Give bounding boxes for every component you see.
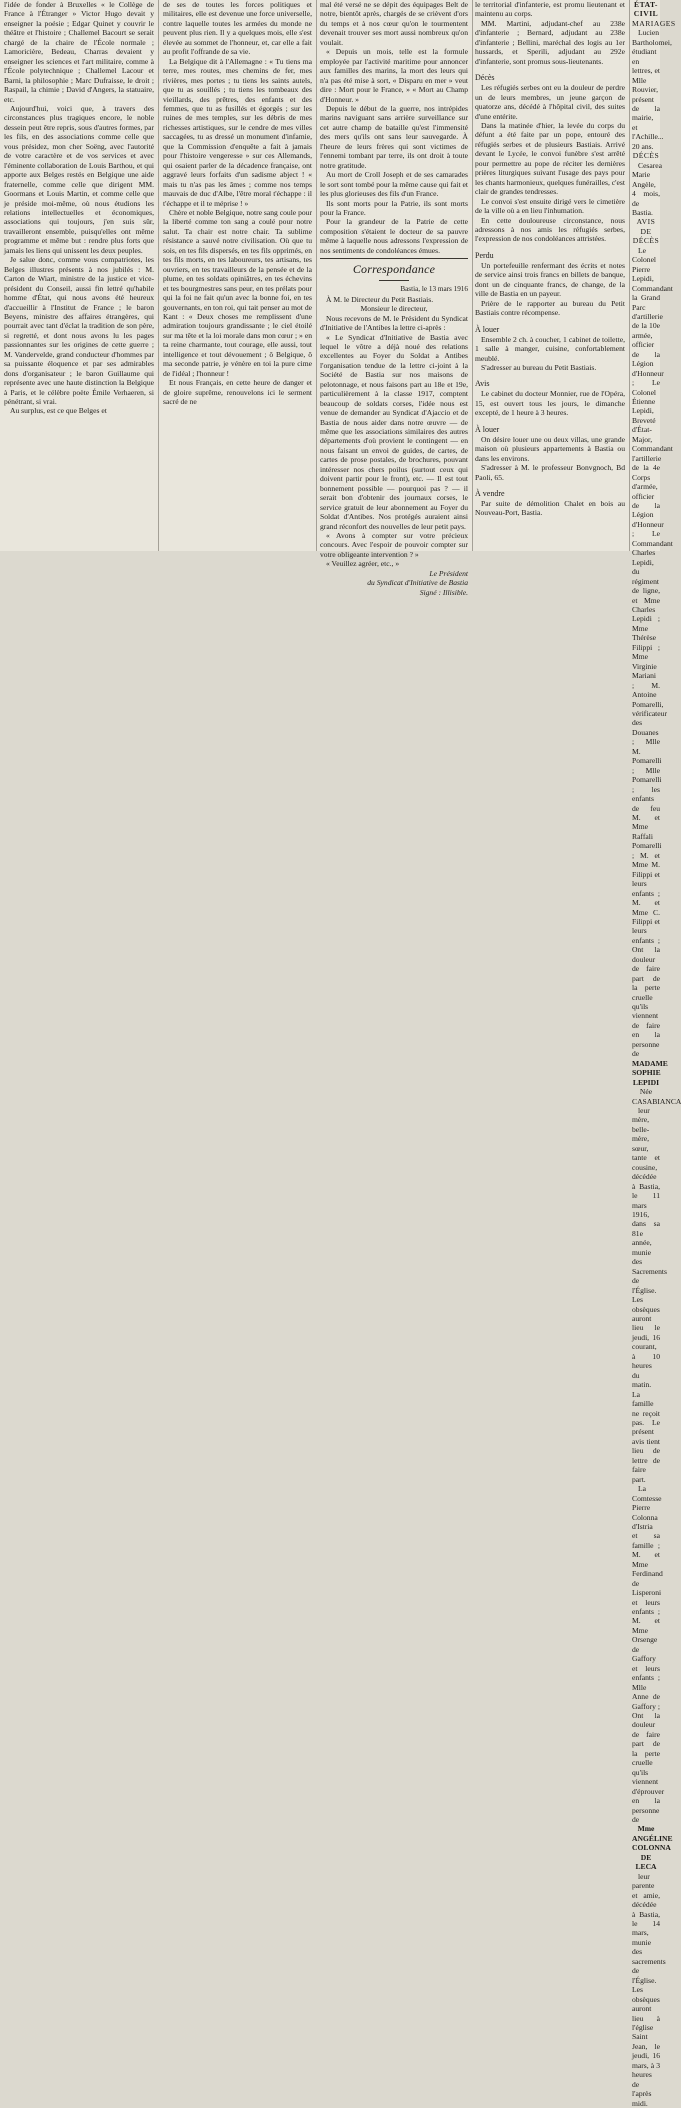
column-4	[475, 0, 625, 551]
article-paragraph: Un portefeuille renfermant des écrits et notes de service ainsi trois francs en billets de banque, dont un de cinquante francs, de change, de la ville de Bastia en un payeur.	[475, 260, 625, 299]
classified-paragraph: On désire louer une ou deux villas, une grande maison où plusieurs appartements à Bastia ou dans les environs.	[475, 434, 625, 463]
article-paragraph: Ils sont morts pour la Patrie, ils sont morts pour la France.	[320, 198, 468, 217]
classified-paragraph: S'adresser à M. le professeur Bonvgnoch, Bd Paoli, 65.	[475, 463, 625, 482]
section-divider	[320, 258, 468, 259]
section-title-perdu: Perdu	[475, 250, 494, 260]
deceased-name: MADAME SOPHIE LEPIDI	[632, 1058, 668, 1087]
notice-paragraph: Le Colonel Pierre Lepidi, Commandant la Grand Parc d'artillerie de la 10e armée, officier de la Légion d'Honneur ; Le Colonel Étienne Lepidi, Breveté d'État-Major, Commandant l'artillerie de la 4e Corps d'armée, officier de la Légion d'Honneur ; Le Commandant Charles Lepidi, du régiment de ligne, et Mme Charles Lepidi ; Mme Thérèse Filippi ; Mme Virginie Mariani ; M. Antoine Pomarelli, vérificateur des Douanes ; Mlle M. Pomarelli ; Mlle Pomarelli ; les enfants de feu M. et Mme Raffali Pomarelli ; M. et Mme M. Filippi et leurs enfants ; M. et Mme C. Filippi et leurs enfants ; Ont la douleur de faire part de la perte cruelle qu'ils viennent de faire en la personne de	[632, 245, 673, 1059]
section-title-correspondance: Correspondance	[352, 262, 436, 277]
notice-paragraph: La Comtesse Pierre Colonna d'Istria et sa famille ; M. et Mme Ferdinand de Lisperoni et leurs enfants ; M. et Mme Orsenge de Gaffory et leurs enfants ; Mlle Anne de Gaffory ; Ont la douleur de faire part de la perte cruelle qu'ils viennent d'éprouver en la personne de	[632, 1484, 665, 1824]
article-paragraph: le territorial d'infanterie, est promu lieutenant et maintenu au corps.	[475, 0, 625, 19]
article-paragraph: Je salue donc, comme vous compatriotes, les Belges illustres présents à nos jubilés : M. Carton de Wiart, ministre de la justice et vice-président du Conseil, aussi fin lettré qu'habile homme d'État, qui nous avons été heureux d'accueillir à l'Institut de France ; le baron Beyens, ministre des affaires étrangères, qui pourrait avec tant d'éclat la tradition de son père, si regretté, et dont nous avons lu les pages passionnantes sur les origines de cette guerre ; M. Vandervelde, grand conducteur d'hommes par sa puissante éloquence et par ses admirables dons d'organisateur ; le baron Guillaume qui représente avec une haute distinction la Belgique à Paris, et le célèbre poète Émile Verhaeren, si pénétrant, si vrai.	[4, 255, 154, 407]
signature: Signé : Illisible.	[419, 587, 468, 597]
notice-paragraph: leur mère, belle-mère, sœur, tante et cousine, décédée à Bastia, le 11 mars 1916, dans sa 81e année, munie des Sacrements de l'Église. Les obsèques auront lieu le jeudi, 16 courant, à 10 heures du matin. La famille ne reçoit pas. Le présent avis tient lieu de lettre de faire part.	[632, 1106, 668, 1484]
classified-paragraph: Par suite de démolition Chalet en bois au Nouveau-Port, Bastia.	[475, 499, 625, 518]
article-paragraph: Au mort de Croll Joseph et de ses camarades le sort sont tombé pour la même cause qui fait et les plus glorieuses des fils d'un France.	[320, 170, 468, 199]
notice-paragraph: leur parente et amie, décédée à Bastia, le 14 mars, munie des sacrements de l'Église. Les obsèques auront lieu à l'église Saint Jean, le jeudi, 16 mars, à 3 heures de l'après midi.	[632, 1871, 666, 2108]
salutation: Monsieur le directeur,	[360, 304, 428, 314]
column-divider	[158, 0, 159, 551]
article-paragraph: Dans la matinée d'hier, la levée du corps du défunt a été faite par un pope, entouré des réfugiés serbes et de plusieurs Bastiais. Arrivé devant le Lycée, le convoi funèbre s'est arrêté pour permettre au pope de réciter les dernières prières liturgiques suivant l'usage des pays pour les chants harmonieux, quelques funérailles, c'est clair de grandes tendresses.	[475, 120, 625, 197]
classified-paragraph: Le cabinet du docteur Monnier, rue de l'Opéra, 15, est ouvert tous les jours, le dimanche excepté, de 1 heure à 3 heures.	[475, 389, 625, 418]
article-paragraph: l'idée de fonder à Bruxelles « le Collège de France à l'Étranger » Victor Hugo devait y enseigner la poésie ; Edgar Quinet y couvrir le théâtre et l'histoire ; Challemel Bacourt se serait chargé de la chaire de l'École normale ; Lamoricière, Bedeau, Charras devaient y enseigner les sciences et l'art militaire, comme à l'École polytechnique ; Challemel Lacour et Barni, la philosophie ; Marc Dufraisse, le droit ; Raspail, la chimie ; David d'Angers, la statuaire, etc.	[4, 0, 154, 104]
column-divider	[316, 0, 317, 551]
article-paragraph: Et nous Français, en cette heure de danger et de gloire suprême, renouvelons ici le serment sacré de ne	[163, 378, 312, 407]
article-paragraph: Pour la grandeur de la Patrie de cette composition s'étaient le docteur de sa pauvre même à laquelle nous adressons l'expression de nos sentiments de condoléances émues.	[320, 217, 468, 255]
notice-paragraph: Lucien Bartholomei, étudiant en lettres, et Mlle Rouvier, présent de la mairie, et l'Achille... 20 ans.	[632, 28, 672, 151]
article-paragraph: Le convoi s'est ensuite dirigé vers le cimetière de la ville où a en lieu l'inhumation.	[475, 196, 625, 216]
article-paragraph: mal été versé ne se dépit des équipages Belt de notre, bientôt après, chargés de se crièvent d'ors du temps et à nos cœur qu'on le tourmentent devenait trouver ses mort aussi nombreux qu'on voulait.	[320, 0, 468, 47]
column-3	[320, 0, 468, 597]
dateline: Bastia, le 13 mars 1916	[400, 285, 468, 294]
letter-paragraph: « Avons à compter sur votre précieux concours. Avec l'espoir de pouvoir compter sur votre obligeante intervention ? »	[320, 531, 468, 559]
column-1	[4, 0, 154, 551]
article-paragraph: Depuis le début de la guerre, nos intrépides marins naviguant sans arrière surveillance sur cet autre champ de bataille qu'est l'immensité des mers qu'ils ont sans leur sauvegarde. À l'heure de leurs frères qui sont victimes de l'ennemi tombant par terre, ils ont droit à toute notre gratitude.	[320, 103, 468, 170]
article-paragraph: Prière de le rapporter au bureau du Petit Bastiais contre récompense.	[475, 298, 625, 318]
signature: du Syndicat d'Initiative de Bastia	[367, 578, 468, 588]
classified-paragraph: Ensemble 2 ch. à coucher, 1 cabinet de toilette, 1 salle à manger, cuisine, confortablement meublé.	[475, 334, 625, 363]
article-paragraph: de ses de toutes les forces politiques et militaires, elle est devenue une force universelle, contre laquelle toutes les armées du monde ne peuvent plus rien. Il y a quelques mois, elle s'est élevée au sommet de l'honneur, et, car elle a fait au profit l'offrande de sa vie.	[163, 0, 312, 57]
letter-paragraph: « Veuillez agréer, etc., »	[326, 559, 400, 569]
article-paragraph: Chère et noble Belgique, notre sang coule pour la liberté comme ton sang a coulé pour notre salut. Ta chair est notre chair. Ta sublime résistance a sauvé notre civilisation. Où que tu sois, en tes fils dispersés, en tes fils opprimés, en tes fils morts, en tes laboureurs, tes artisans, tes ouvriers, en tes travailleurs de la pensée et de la plume, en tes soldats opiniâtres, en tes échevins et tes bourgmestres sans peur, en tes prélats pour qui la foi ne fait qu'un avec la bonne foi, en tes gouvernants, en ton roi, qui tait penser au mot de Kant : « Deux choses me remplissent d'une admiration toujours grandissante ; le ciel étoilé sur ma tête et la loi morale dans mon cœur ; » en ta reine charmante, tout courage, elle aussi, tout intelligence et tout dévouement ; ô Belgique, ô ma seconde patrie, je vénère en toi la pure cime de l'idéal ; l'honneur !	[163, 207, 312, 378]
article-paragraph: Au surplus, est ce que Belges et	[10, 406, 107, 416]
title-underline	[379, 280, 409, 281]
article-paragraph: La Belgique dit à l'Allemagne : « Tu tiens ma terre, mes routes, mes chemins de fer, mes rivières, mes portes ; tu tiens les saints autels, que tu as souillés ; tu tiens les tombeaux des vieillards, des prêtres, des enfants et des femmes, que tu as fusillés et égorgés ; sur les ruines de mes temples, sur les débris de mes richesses artistiques, sur le cendre de mes villes saccagées, tu as dressé un monument d'infamie, que la Commission d'enquête a fait à jamais pour l'histoire vengeresse » sur ces Allemands, qui osaient parler de la décadence française, ont aggravé leurs forfaits d'un sadisme abject ! « mais tu n'as pas les âmes ; comme nos temps mauvais de duc d'Albe, l'être moral t'échappe : il t'échappe et il te méprise ! »	[163, 56, 312, 208]
section-title-a-louer-2: À louer	[475, 424, 500, 434]
subsection-mariages: MARIAGES	[632, 18, 676, 28]
deceased-name: Mme ANGÉLINE COLONNA DE LECA	[632, 1824, 673, 1872]
article-paragraph: « Depuis un mois, telle est la formule employée par l'activité maritime pour annoncer aux familles des marins, la mort des leurs qui n'a pas été mise à sort, « Disparu en mer » veut dire : Mort pour le France, » « Mort au Champ d'Honneur. »	[320, 47, 468, 104]
subsection-avis-deces: AVIS DE DÉCÈS	[632, 217, 660, 246]
deceased-born: Née CASABIANCA	[632, 1087, 681, 1106]
subsection-deces: DÉCÈS	[632, 151, 660, 161]
salutation: À M. le Directeur du Petit Bastiais.	[326, 294, 434, 304]
column-2	[163, 0, 312, 551]
article-paragraph: Les réfugiés serbes ont eu la douleur de perdre un de leurs membres, un jeune garçon de quatorze ans, décédé à l'hôpital civil, des suites d'une entérite.	[475, 83, 625, 121]
letter-paragraph: « Le Syndicat d'Initiative de Bastia avec lequel le vôtre a déjà noué des relations excellentes au Foyer du Soldat a Antibes l'organisation tendue de la lettre ci-joint à la Société de Bastia sur nos maisons de pelotonnage, et nous faisons part au 18e et 19e, particulièrement à la classe 1917, comptent beaucoup de soldats corses, l'idée nous est venue de demander au Syndicat d'Ajaccio et de Bastia de nous aider dans notre œuvre — de même que les associations similaires des autres départements d'où provient le contingent — en nous faisant un envoi de guides, de cartes, de cartes de prose postales, de brochures, pouvant intéresser nos chers poilus (surtout ceux qui doivent partir pour le front), etc. — Il est tout bonnement possible — pourquoi pas ? — il serait bon d'obtenir des journaux corses, le service gratuit de leur abonnement au Foyer du Soldat d'Antibes. Nos protégés auraient ainsi grand réconfort des nouvelles de leur petit pays.	[320, 332, 468, 531]
section-title-deces: Décès	[475, 73, 495, 83]
section-title-a-vendre: À vendre	[475, 489, 505, 499]
column-divider	[629, 0, 630, 551]
section-title-a-louer: À louer	[475, 324, 500, 334]
article-paragraph: Aujourd'hui, voici que, à travers des circonstances plus tragiques encore, le noble dessein peut être repris, sous d'autres formes, par les fils, en des associations comme celle que vous présidez, mon cher Soëng, avec l'autorité de votre caractère et de vos services et avec l'éminente collaboration de Louis Barthou, et qui apporte aux Belges restés en Belgique une aide fraternelle, comme celle que dirigent MM. Goormans et Louis Martin, et comme celle que je préside moi-même, où nous étudions les relations intellectuelles et économiques, associations qui toujours, j'en suis sûr, travailleront ensemble, puisqu'elles ont même programme et même but : rendre plus forts que jamais les liens qui unissent les deux peuples.	[4, 103, 154, 255]
notice-paragraph: Cesarea Marie Angèle, 4 mois, de Bastia.	[632, 160, 663, 217]
classified-paragraph: S'adresser au bureau du Petit Bastiais.	[481, 362, 597, 372]
section-title-etat-civil: ÉTAT-CIVIL	[633, 0, 659, 19]
article-paragraph: MM. Martini, adjudant-chef au 238e d'infanterie ; Bernard, adjudant au 238e d'infanterie ; Bellini, maréchal des logis au 1er hussards, et Sperili, adjudant au 292e d'infanterie, sont promus sous-lieutenants.	[475, 18, 625, 66]
section-title-avis: Avis	[475, 379, 490, 389]
column-5	[632, 0, 681, 2108]
letter-paragraph: Nous recevons de M. le Président du Syndicat d'Initiative de l'Antibes la lettre ci-après :	[320, 313, 468, 333]
column-divider	[472, 0, 473, 551]
article-paragraph: En cette douloureuse circonstance, nous adressons à nos amis les réfugiés serbes, l'expression de nos condoléances attristées.	[475, 215, 625, 244]
signature: Le Président	[429, 568, 468, 578]
